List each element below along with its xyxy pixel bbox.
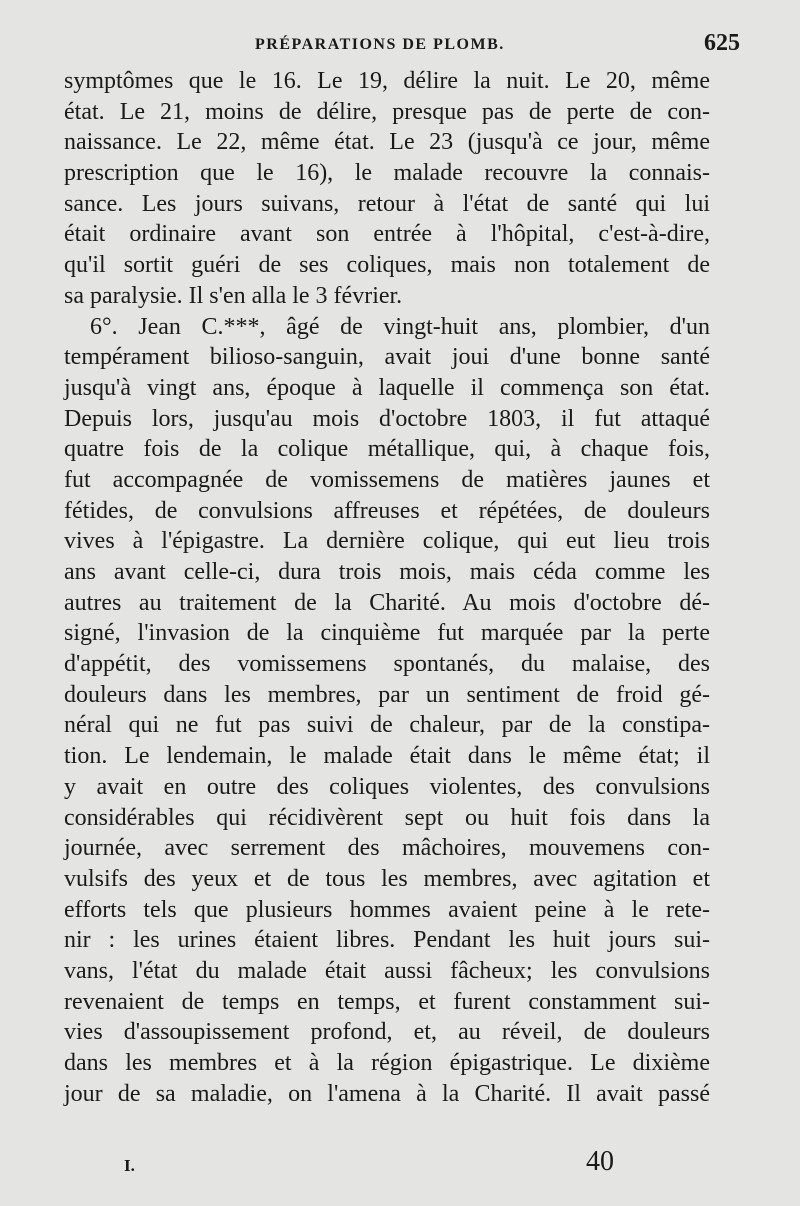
text-line: jusqu'à vingt ans, époque à laquelle il commença son état.	[64, 374, 710, 401]
text-line: considérables qui récidivèrent sept ou huit fois dans la	[64, 804, 710, 831]
signature-mark: I.	[124, 1156, 135, 1175]
page-number: 625	[704, 30, 740, 56]
text-line: jour de sa maladie, on l'amena à la Charité. Il avait passé	[64, 1080, 710, 1107]
text-line: naissance. Le 22, même état. Le 23 (jusqu'à ce jour, même	[64, 129, 710, 156]
body-text	[64, 66, 710, 1109]
text-line: 6°. Jean C.***, âgé de vingt-huit ans, plombier, d'un	[90, 313, 710, 340]
text-line: quatre fois de la colique métallique, qui, à chaque fois,	[64, 436, 710, 463]
text-line: efforts tels que plusieurs hommes avaient peine à le rete-	[64, 896, 710, 923]
text-line: vies d'assoupissement profond, et, au réveil, de douleurs	[64, 1019, 710, 1046]
text-line: tion. Le lendemain, le malade était dans le même état; il	[64, 743, 710, 770]
text-line: était ordinaire avant son entrée à l'hôpital, c'est-à-dire,	[64, 221, 710, 248]
text-line: d'appétit, des vomissemens spontanés, du malaise, des	[64, 651, 710, 678]
text-line: ans avant celle-ci, dura trois mois, mais céda comme les	[64, 559, 710, 585]
text-line: vives à l'épigastre. La dernière colique, qui eut lieu trois	[64, 528, 710, 555]
text-line: journée, avec serrement des mâchoires, mouvemens con-	[64, 835, 710, 862]
text-line: nir : les urines étaient libres. Pendant les huit jours sui-	[64, 927, 710, 954]
text-line: fut accompagnée de vomissemens de matières jaunes et	[64, 466, 710, 493]
text-line: y avait en outre des coliques violentes, des convulsions	[64, 773, 710, 800]
text-line: prescription que le 16), le malade recouvre la connais-	[64, 160, 710, 187]
page-header	[60, 30, 740, 60]
text-line: autres au traitement de la Charité. Au mois d'octobre dé-	[64, 589, 710, 616]
text-line: sance. Les jours suivans, retour à l'état de santé qui lui	[64, 190, 710, 217]
text-line: néral qui ne fut pas suivi de chaleur, par de la constipa-	[64, 712, 710, 739]
page-footer	[120, 1146, 640, 1186]
text-line: fétides, de convulsions affreuses et répétées, de douleurs	[64, 497, 710, 524]
text-line: symptômes que le 16. Le 19, délire la nuit. Le 20, même	[64, 68, 710, 94]
text-line: revenaient de temps en temps, et furent constamment sui-	[64, 988, 710, 1015]
running-title: PRÉPARATIONS DE PLOMB.	[255, 36, 505, 53]
text-line: qu'il sortit guéri de ses coliques, mais non totalement de	[64, 252, 710, 279]
text-line: signé, l'invasion de la cinquième fut marquée par la perte	[64, 620, 710, 647]
text-line: Depuis lors, jusqu'au mois d'octobre 1803, il fut attaqué	[64, 405, 710, 432]
text-line: sa paralysie. Il s'en alla le 3 février.	[64, 282, 403, 309]
text-line: douleurs dans les membres, par un sentiment de froid gé-	[64, 681, 710, 708]
text-line: état. Le 21, moins de délire, presque pas de perte de con-	[64, 98, 710, 125]
text-line: tempérament bilioso-sanguin, avait joui d'une bonne santé	[64, 344, 710, 371]
text-line: vulsifs des yeux et de tous les membres, avec agitation et	[64, 865, 710, 892]
text-line: dans les membres et à la région épigastrique. Le dixième	[64, 1050, 710, 1076]
signature-number: 40	[586, 1146, 614, 1177]
text-line: vans, l'état du malade était aussi fâcheux; les convulsions	[64, 957, 710, 984]
